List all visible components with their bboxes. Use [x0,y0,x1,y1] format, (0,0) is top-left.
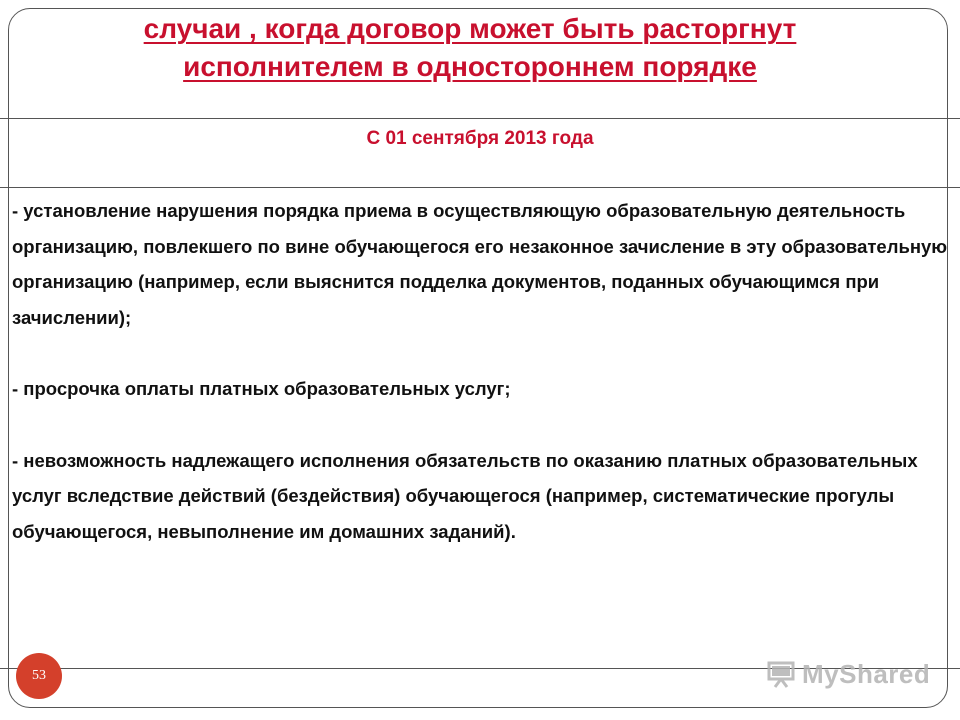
slide-title: случаи , когда договор может быть расторгнут исполнителем в одностороннем порядке [143,13,797,82]
table-row-divider [0,187,960,188]
content-block [12,193,952,549]
date-heading: С 01 сентября 2013 года [366,128,594,149]
table-top-border [0,118,960,119]
watermark-text: MyShared [802,658,931,689]
paragraph-payment-delay: - просрочка оплаты платных образовательных услуг; [12,378,511,399]
paragraph-admission-violation: - установление нарушения порядка приема в осуществляющую образовательную деятельность организацию, повлекшего по вине обучающегося его незаконное зачисление в эту образовательную организацию (например, если выяснится подделка документов, поданных обучающимся при зачислении); [12,200,948,328]
watermark-logo [766,657,930,691]
paragraph-impossibility: - невозможность надлежащего исполнения обязательств по оказанию платных образовательных услуг вследствие действий (бездействия) обучающегося (например, систематические прогулы обучающегося, невыполнение им домашних заданий). [12,449,918,542]
presentation-icon [766,659,796,689]
page-number-badge: 53 [16,653,62,699]
table-left-border [8,118,9,668]
